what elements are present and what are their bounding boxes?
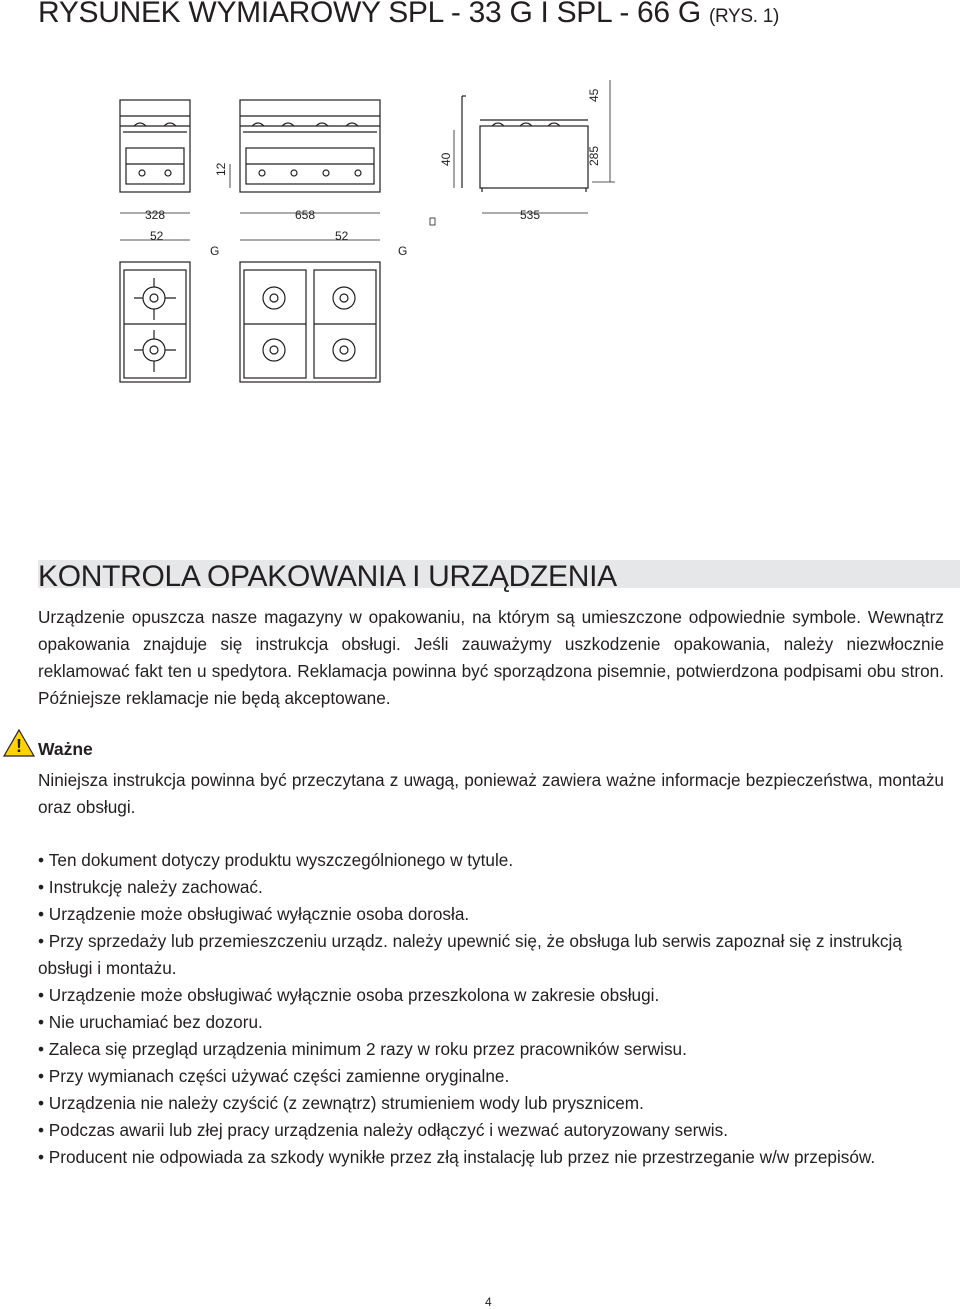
side-view [462, 96, 588, 192]
dimension-drawing [30, 80, 630, 390]
list-item: • Przy sprzedaży lub przemieszczeniu urządz. należy upewnić się, że obsługa lub serwis zapoznał się z instrukcją obsługi i montażu. [38, 928, 944, 982]
top-view-single [120, 262, 190, 382]
packaging-paragraph: Urządzenie opuszcza nasze magazyny w opakowaniu, na którym są umieszczone odpowiednie symbole. Wewnątrz opakowania znajduje się instrukcja obsługi. Jeśli zauważymy uszkodzenie opakowania, należy niezwłocznie reklamować fakt ten u spedytora. Reklamacja powinna być sporządzona pisemnie, potwierdzona podpisami obu stron. Późniejsze reklamacje nie będą akceptowane. [38, 607, 944, 708]
dim-328: 328 [145, 208, 166, 222]
dim-g-right: G [398, 244, 408, 258]
page-title [38, 0, 779, 30]
important-paragraph: Niniejsza instrukcja powinna być przeczytana z uwagą, ponieważ zawiera ważne informacje bezpieczeństwa, montażu oraz obsługi. [38, 770, 944, 817]
top-view-double [240, 262, 380, 382]
dim-658: 658 [295, 208, 316, 222]
list-item: • Przy wymianach części używać części zamienne oryginalne. [38, 1063, 944, 1090]
front-view-single [120, 100, 190, 192]
list-item: • Podczas awarii lub złej pracy urządzenia należy odłączyć i wezwać autoryzowany serwis. [38, 1117, 944, 1144]
dim-285: 285 [587, 145, 601, 166]
dim-45: 45 [587, 88, 601, 102]
title-text: RYSUNEK WYMIAROWY SPL - 33 G I SPL - 66 G [38, 0, 701, 29]
dim-52-left: 52 [150, 229, 164, 243]
title-suffix: (RYS. 1) [708, 6, 780, 27]
list-item: • Urządzenia nie należy czyścić (z zewnątrz) strumieniem wody lub prysznicem. [38, 1090, 944, 1117]
section-title: KONTROLA OPAKOWANIA I URZĄDZENIA [38, 560, 617, 593]
page-number: 4 [485, 1295, 492, 1309]
list-item: • Zaleca się przegląd urządzenia minimum 2 razy w roku przez pracowników serwisu. [38, 1036, 944, 1063]
dim-52-right: 52 [335, 229, 349, 243]
front-view-double [240, 100, 380, 192]
list-item: • Urządzenie może obsługiwać wyłącznie osoba dorosła. [38, 901, 944, 928]
list-item: • Ten dokument dotyczy produktu wyszczególnionego w tytule. [38, 847, 944, 874]
list-item: • Urządzenie może obsługiwać wyłącznie osoba przeszkolona w zakresie obsługi. [38, 982, 944, 1009]
dim-12: 12 [214, 162, 228, 176]
list-item: • Producent nie odpowiada za szkody wynikłe przez złą instalację lub przez nie przestrzeganie w/w przepisów. [38, 1144, 944, 1171]
warning-glyph: ! [16, 736, 22, 756]
list-item: • Instrukcję należy zachować. [38, 874, 944, 901]
important-label: Ważne [38, 739, 93, 759]
list-item: • Nie uruchamiać bez dozoru. [38, 1009, 944, 1036]
dim-g-left: G [210, 244, 220, 258]
dim-535: 535 [520, 208, 541, 222]
safety-list [38, 847, 944, 1171]
warning-triangle-icon [2, 728, 36, 758]
dim-40: 40 [439, 152, 453, 166]
